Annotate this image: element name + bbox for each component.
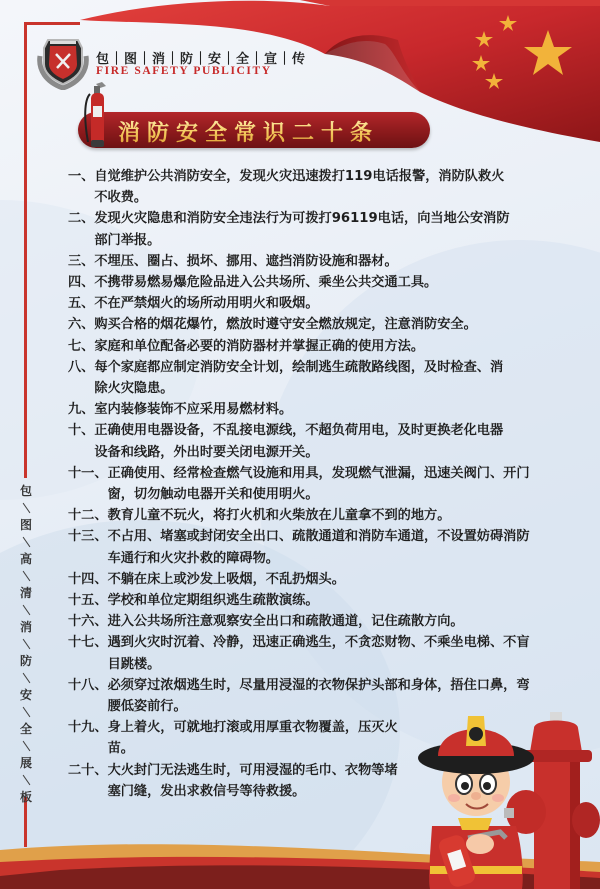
brand-title-en: FIRE SAFETY PUBLICITY (96, 65, 272, 77)
side-vertical-text (12, 484, 40, 804)
rule-item: 二十、 大火封门无法逃生时，可用浸湿的毛巾、衣物等堵塞门缝，发出求救信号等待救援。 (68, 762, 398, 799)
page-title: 消防安全常识二十条 (118, 116, 379, 147)
rule-item: 二、 发现火灾隐患和消防安全违法行为可拨打96119电话，向当地公安消防部门举报。 (68, 211, 510, 248)
fire-extinguisher-icon (82, 80, 112, 150)
rule-item: 六、 购买合格的烟花爆竹，燃放时遵守安全燃放规定，注意消防安全。 (68, 317, 477, 333)
rule-item: 十九、 身上着火，可就地打滚或用厚重衣物覆盖，压灭火苗。 (68, 720, 398, 757)
rule-item: 十六、 进入公共场所注意观察安全出口和疏散通道，记住疏散方向。 (68, 614, 464, 630)
rule-item: 十八、 必须穿过浓烟逃生时，尽量用浸湿的衣物保护头部和身体，捂住口鼻，弯腰低姿前行。 (68, 677, 530, 715)
rule-item: 十七、 遇到火灾时沉着、冷静，迅速正确逃生，不贪恋财物、不乘坐电梯、不盲目跳楼。 (68, 635, 530, 672)
side-char: 防 (19, 654, 32, 668)
rule-item: 十一、 正确使用、经常检查燃气设施和用具，发现燃气泄漏，迅速关阀门、开门窗，切勿触动电器开关和使用明火。 (68, 465, 530, 503)
rule-item: 四、 不携带易燃易爆危险品进入公共场所、乘坐公共交通工具。 (68, 275, 438, 291)
rule-item: 十五、 学校和单位定期组织逃生疏散演练。 (68, 593, 319, 609)
rule-item: 十四、 不躺在床上或沙发上吸烟，不乱扔烟头。 (68, 571, 345, 587)
rule-item: 十三、 不占用、堵塞或封闭安全出口、疏散通道和消防车通道，不设置妨碍消防车通行和火灾扑救的障碍物。 (68, 529, 530, 566)
rule-item: 五、 不在严禁烟火的场所动用明火和吸烟。 (68, 296, 319, 312)
title-banner (78, 112, 430, 148)
side-char: 展 (19, 756, 32, 770)
side-char: 板 (19, 790, 32, 804)
side-char: 高 (19, 552, 32, 566)
brand-title-cn: 包｜图｜消｜防｜安｜全｜宣｜传 (96, 52, 307, 67)
rule-item: 一、 自觉维护公共消防安全，发现火灾迅速拨打119电话报警，消防队救火不收费。 (68, 169, 505, 206)
rule-item: 十、 正确使用电器设备，不乱接电源线，不超负荷用电，及时更换老化电器设备和线路，外出时要关闭电源开关。 (68, 423, 504, 460)
side-char: 包 (19, 484, 32, 498)
side-char: 清 (19, 586, 32, 600)
side-char: 安 (19, 688, 32, 702)
rule-item: 十二、 教育儿童不玩火，将打火机和火柴放在儿童拿不到的地方。 (68, 508, 451, 524)
rule-item: 七、 家庭和单位配备必要的消防器材并掌握正确的使用方法。 (68, 338, 425, 354)
side-char: 全 (19, 722, 32, 736)
rule-item: 九、 室内装修装饰不应采用易燃材料。 (68, 402, 293, 418)
frame-rule-top (24, 22, 80, 25)
rule-item: 三、 不埋压、圈占、损坏、挪用、遮挡消防设施和器材。 (68, 253, 398, 269)
side-char: 图 (19, 518, 32, 532)
side-char: 消 (19, 620, 32, 634)
frame-rule-left-top (24, 22, 27, 478)
rule-item: 八、 每个家庭都应制定消防安全计划，绘制逃生疏散路线图，及时检查、消除火灾隐患。 (68, 359, 504, 397)
firefighter-mascot-icon (410, 706, 540, 889)
